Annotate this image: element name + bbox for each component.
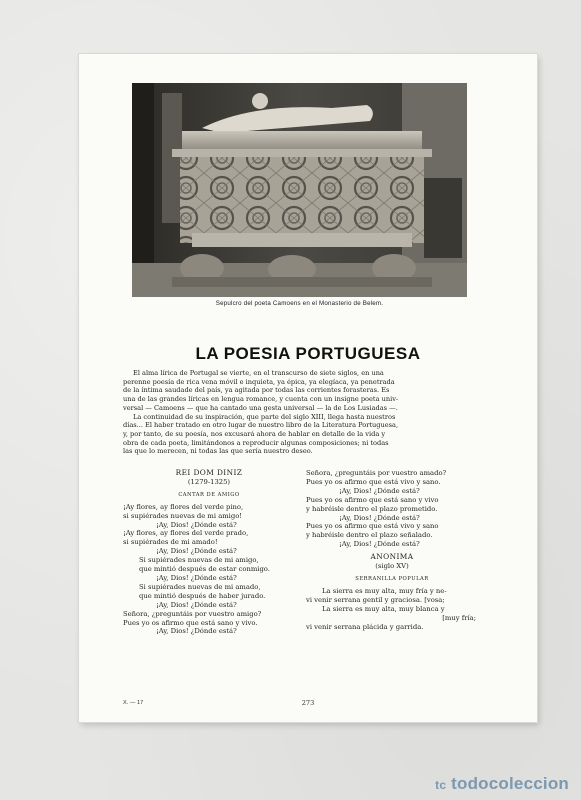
verse-line: Señora, ¿preguntáis por vuestro amigo? [123, 609, 262, 618]
intro-line: de la íntima saudade del país, ya agitada por todas las corrientes forasteras. Es [123, 386, 390, 395]
verse-line: Pues yo os afirmo que está vivo y sano. [306, 477, 441, 486]
intro-line: El alma lírica de Portugal se vierte, en el transcurso de siete siglos, en una [133, 369, 384, 377]
poem-title: ANONIMA [370, 552, 414, 562]
verse-line: [muy fría; [442, 613, 476, 622]
intro-line: La continuidad de su inspiración, que parte del siglo XIII, llega hasta nuestros [133, 412, 396, 421]
verse-refrain: ¡Ay, Dios! ¿Dónde está? [156, 520, 237, 529]
verse-line: si supiérades de mi amado! [123, 538, 218, 547]
verse-line: vi venir serrana plácida y garrida. [306, 622, 424, 631]
verse-line: y habréisle dentro el plazo prometido. [306, 504, 438, 513]
verse-line: vi venir serrana gentil y graciosa. [vosa; [306, 595, 445, 604]
tomb-photograph [132, 83, 467, 297]
verse-line: Pues yo os afirmo que está sano y vivo. [123, 618, 258, 627]
verse-line: que mintió después de haber jurado. [139, 591, 266, 600]
verse-line: que mintió después de estar conmigo. [139, 565, 270, 574]
verse-line: La sierra es muy alta, muy fría y ne- [322, 586, 447, 595]
verse-line: y habréisle dentro el plazo señalado. [306, 531, 433, 540]
intro-line: una de las grandes líricas en lengua romance, y cuenta con un insigne poeta univ- [123, 395, 399, 404]
intro-line: días... El haber tratado en otro lugar de nuestro libro de la Literatura Portuguesa, [123, 421, 399, 430]
right-column [306, 469, 478, 631]
verse-line: Pues yo os afirmo que está vivo y sano [306, 522, 439, 531]
verse-line: La sierra es muy alta, muy blanca y [322, 604, 445, 613]
poem-title: REI DOM DINIZ [175, 468, 243, 477]
verse-refrain: ¡Ay, Dios! ¿Dónde está? [156, 573, 237, 582]
poem-subtitle: CANTAR DE AMIGO [178, 491, 240, 498]
watermark-logo [435, 774, 569, 794]
poems-columns [123, 469, 475, 679]
verse-refrain: ¡Ay, Dios! ¿Dónde está? [156, 547, 237, 556]
verse-refrain: ¡Ay, Dios! ¿Dónde está? [156, 600, 237, 609]
page-number: 273 [301, 699, 315, 707]
verse-line: Pues yo os afirmo que está sano y vivo [306, 495, 439, 504]
verse-line: ¡Ay flores, ay flores del verde pino, [123, 502, 244, 511]
watermark-tc: tc [435, 778, 447, 792]
signature-mark: X. — 17 [123, 700, 144, 706]
left-column [123, 469, 295, 636]
printed-page [79, 54, 537, 722]
poem-subtitle: SERRANILLA POPULAR [355, 575, 429, 582]
verse-line: Si supiérades nuevas de mi amigo, [139, 556, 259, 565]
photo-caption: Sepulcro del poeta Camoens en el Monasterio de Belem. [215, 300, 384, 307]
poem-dates: (1279-1325) [187, 477, 231, 486]
poem-dates: (siglo XV) [375, 562, 409, 571]
verse-line: si supiérades nuevas de mi amigo! [123, 511, 243, 520]
verse-line: ¡Ay flores, ay flores del verde prado, [123, 529, 249, 538]
intro-line: versal — Camoens — que ha cantado una gesta universal — la de Los Lusiadas —. [123, 403, 398, 412]
tomb-illustration [132, 83, 467, 297]
intro-line: perenne poesía de rica vena móvil e inquieta, ya épica, ya elegíaca, ya penetrada [123, 377, 395, 386]
verse-refrain: ¡Ay, Dios! ¿Dónde está? [156, 627, 237, 636]
intro-line: las que lo merecen, ni todas las que sería nuestro deseo. [123, 447, 313, 456]
intro-line: y, por tanto, de su poesía, nos excusará ahora de hablar en detalle de la vida y [123, 429, 386, 438]
verse-line: Si supiérades nuevas de mi amado, [139, 582, 261, 591]
verse-refrain: ¡Ay, Dios! ¿Dónde está? [339, 486, 420, 495]
article-title: LA POESIA PORTUGUESA [195, 344, 421, 363]
verse-refrain: ¡Ay, Dios! ¿Dónde está? [339, 540, 420, 549]
verse-line: Señora, ¿preguntáis por vuestro amado? [306, 469, 447, 477]
verse-refrain: ¡Ay, Dios! ¿Dónde está? [339, 513, 420, 522]
intro-line: obra de cada poeta, limitándonos a reproducir algunas composiciones; ni todas [123, 438, 389, 447]
intro-paragraph [123, 369, 475, 456]
watermark-text: todocoleccion [451, 774, 569, 793]
